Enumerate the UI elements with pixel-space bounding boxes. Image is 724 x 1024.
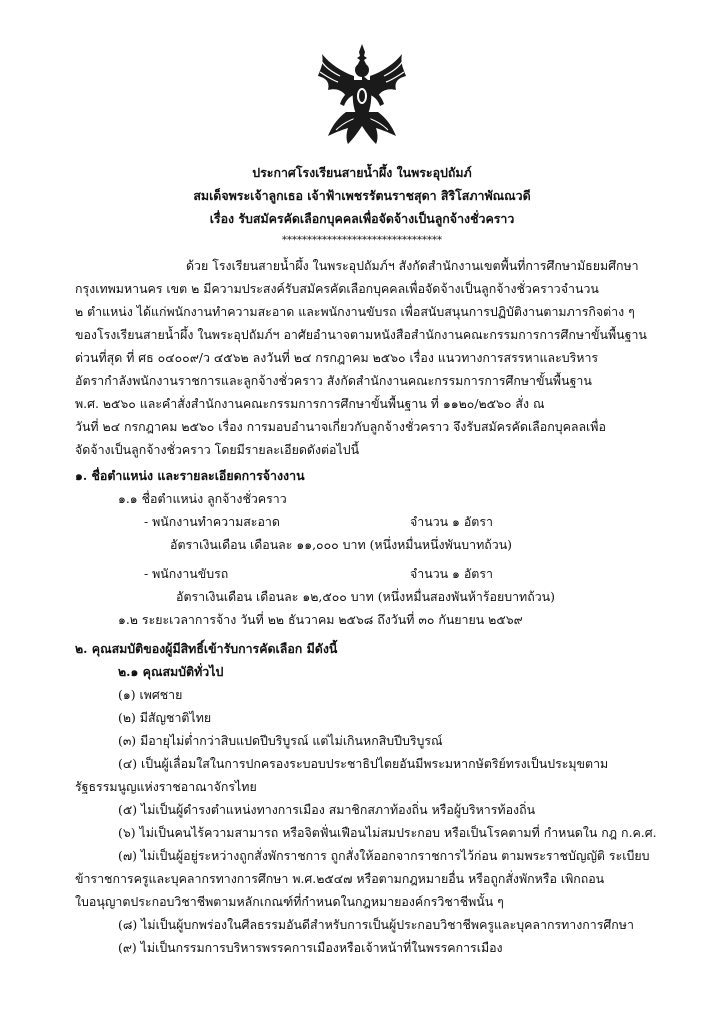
announcement-title: ประกาศโรงเรียนสายน้ำผึ้ง ในพระอุปถัมภ์ [252, 165, 472, 180]
position-1-name: - พนักงานทำความสะอาด [144, 514, 280, 529]
position-2-quota: จำนวน ๑ อัตรา [410, 566, 493, 581]
qualification-item: (๒) มีสัญชาติไทย [118, 710, 212, 725]
intro-line: ของโรงเรียนสายน้ำผึ้ง ในพระอุปถัมภ์ฯ อาศัยอำนาจตามหนังสือสำนักงานคณะกรรมการการศึกษาขั้นพื้นฐาน [75, 327, 647, 342]
section-1-heading: ๑. ชื่อตำแหน่ง และรายละเอียดการจ้างงาน [75, 468, 305, 483]
subsection-2-1: ๒.๑ คุณสมบัติทั่วไป [118, 664, 224, 679]
subsection-1-2: ๑.๒ ระยะเวลาการจ้าง วันที่ ๒๒ ธันวาคม ๒๕๖๘ ถึงวันที่ ๓๐ กันยายน ๒๕๖๙ [118, 612, 523, 627]
intro-line: ด้วย โรงเรียนสายน้ำผึ้ง ในพระอุปถัมภ์ฯ สังกัดสำนักงานเขตพื้นที่การศึกษามัธยมศึกษา [186, 258, 639, 273]
qualification-item: (๖) ไม่เป็นคนไร้ความสามารถ หรือจิตฟั่นเฟือนไม่สมประกอบ หรือเป็นโรคตามที่ กำหนดใน กฎ ก.ค.ศ. [118, 825, 657, 840]
position-2-salary: อัตราเงินเดือน เดือนละ ๑๒,๕๐๐ บาท (หนึ่งหมื่นสองพันห้าร้อยบาทถ้วน) [176, 589, 555, 604]
qualification-item: (๗) ไม่เป็นผู้อยู่ระหว่างถูกสั่งพักราชการ ถูกสั่งให้ออกจากราชการไว้ก่อน ตามพระราชบัญญัติ ระเบียบ [118, 848, 650, 863]
intro-line: อัตรากำลังพนักงานราชการและลูกจ้างชั่วคราว สังกัดสำนักงานคณะกรรมการการศึกษาขั้นพื้นฐาน [75, 373, 592, 388]
intro-line: กรุงเทพมหานคร เขต ๒ มีความประสงค์รับสมัครคัดเลือกบุคคลเพื่อจัดจ้างเป็นลูกจ้างชั่วคราวจำนวน [75, 281, 599, 296]
subject-line: เรื่อง รับสมัครคัดเลือกบุคคลเพื่อจัดจ้างเป็นลูกจ้างชั่วคราว [209, 211, 515, 226]
divider-stars: ******************************** [282, 235, 442, 246]
intro-line: พ.ศ. ๒๕๖๐ และคำสั่งสำนักงานคณะกรรมการการศึกษาขั้นพื้นฐาน ที่ ๑๑๒๐/๒๕๖๐ สั่ง ณ [75, 396, 545, 411]
position-1-quota: จำนวน ๑ อัตรา [410, 514, 493, 529]
section-2-heading: ๒. คุณสมบัติของผู้มีสิทธิ์เข้ารับการคัดเลือก มีดังนี้ [75, 641, 338, 656]
garuda-emblem [316, 42, 408, 146]
position-2-name: - พนักงานขับรถ [144, 566, 229, 581]
qualification-item: (๕) ไม่เป็นผู้ดำรงตำแหน่งทางการเมือง สมาชิกสภาท้องถิ่น หรือผู้บริหารท้องถิ่น [118, 802, 536, 817]
qualification-item: (๓) มีอายุไม่ต่ำกว่าสิบแปดปีบริบูรณ์ แต่ไม่เกินหกสิบปีบริบูรณ์ [118, 733, 443, 748]
intro-line: จัดจ้างเป็นลูกจ้างชั่วคราว โดยมีรายละเอียดดังต่อไปนี้ [75, 442, 360, 457]
qualification-item-continued: รัฐธรรมนูญแห่งราชอาณาจักรไทย [75, 779, 257, 794]
position-1-salary: อัตราเงินเดือน เดือนละ ๑๑,๐๐๐ บาท (หนึ่งหมื่นหนึ่งพันบาทถ้วน) [170, 537, 513, 552]
qualification-item: (๔) เป็นผู้เลื่อมใสในการปกครองระบอบประชาธิปไตยอันมีพระมหากษัตริย์ทรงเป็นประมุขตาม [118, 756, 609, 771]
intro-line: ด่วนที่สุด ที่ ศธ ๐๔๐๐๙/ว ๔๕๖๒ ลงวันที่ ๒๔ กรกฎาคม ๒๕๖๐ เรื่อง แนวทางการสรรหาและบริหาร [75, 350, 599, 365]
qualification-item-continued: ใบอนุญาตประกอบวิชาชีพตามหลักเกณฑ์ที่กำหนดในกฎหมายองค์กรวิชาชีพนั้น ๆ [75, 894, 504, 909]
qualification-item: (๘) ไม่เป็นผู้บกพร่องในศีลธรรมอันดีสำหรับการเป็นผู้ประกอบวิชาชีพครูและบุคลากรทางการศึกษา [118, 917, 634, 932]
royal-patron-line: สมเด็จพระเจ้าลูกเธอ เจ้าฟ้าเพชรรัตนราชสุดา สิริโสภาพัณณวดี [193, 188, 531, 203]
subsection-1-1: ๑.๑ ชื่อตำแหน่ง ลูกจ้างชั่วคราว [118, 491, 287, 506]
intro-line: ๒ ตำแหน่ง ได้แก่พนักงานทำความสะอาด และพนักงานขับรถ เพื่อสนับสนุนการปฏิบัติงานตามภารกิจต่าง ๆ [75, 304, 635, 319]
intro-line: วันที่ ๒๔ กรกฎาคม ๒๕๖๐ เรื่อง การมอบอำนาจเกี่ยวกับลูกจ้างชั่วคราว จึงรับสมัครคัดเลือกบุคลลเพื่อ [75, 419, 606, 434]
qualification-item: (๙) ไม่เป็นกรรมการบริหารพรรคการเมืองหรือเจ้าหน้าที่ในพรรคการเมือง [118, 940, 503, 955]
qualification-item-continued: ข้าราชการครูและบุคลากรทางการศึกษา พ.ศ.๒๕๔๗ หรือตามกฎหมายอื่น หรือถูกสั่งพักหรือ เพิกถอน [75, 871, 605, 886]
qualification-item: (๑) เพศชาย [118, 687, 183, 702]
